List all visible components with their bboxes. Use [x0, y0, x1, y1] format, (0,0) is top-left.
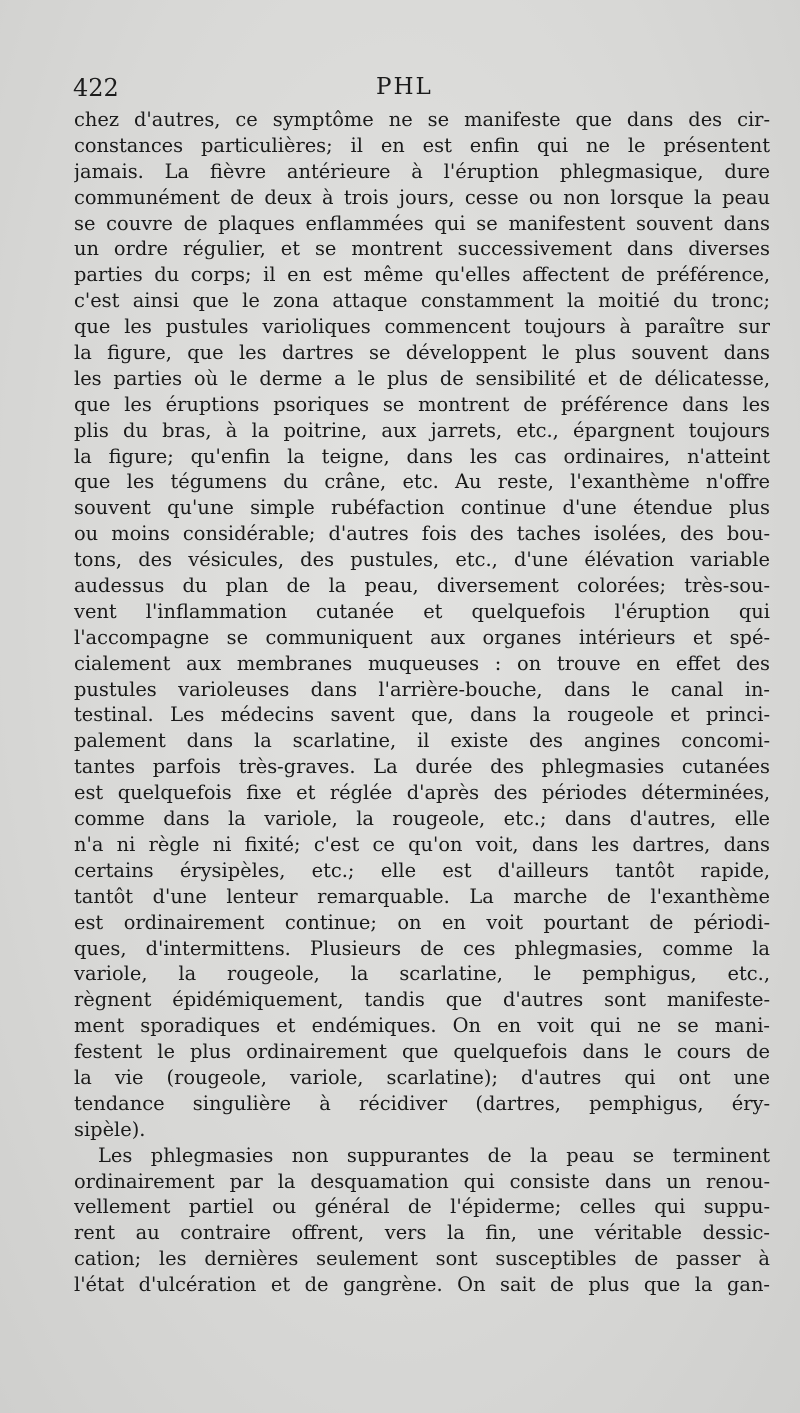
page-number: 422 — [73, 74, 119, 102]
text-line: festent le plus ordinairement que quelquefois dans le cours de — [74, 1040, 770, 1064]
text-line: testinal. Les médecins savent que, dans la rougeole et princi- — [74, 703, 770, 727]
text-line: chez d'autres, ce symptôme ne se manifeste que dans des cir- — [74, 108, 770, 131]
text-line: jamais. La fièvre antérieure à l'éruption phlegmasique, dure — [74, 159, 770, 183]
text-line: ordinairement par la desquamation qui consiste dans un renou- — [74, 1169, 770, 1193]
page-header — [73, 74, 773, 104]
text-line: certains érysipèles, etc.; elle est d'ailleurs tantôt rapide, — [74, 858, 770, 882]
text-line: ques, d'intermittens. Plusieurs de ces phlegmasies, comme la — [74, 936, 770, 960]
text-line: vent l'inflammation cutanée et quelquefois l'éruption qui — [74, 599, 770, 623]
body-text — [74, 107, 770, 1298]
text-line: l'état d'ulcération et de gangrène. On sait de plus que la gan- — [74, 1273, 770, 1297]
text-line: la vie (rougeole, variole, scarlatine); d'autres qui ont une — [74, 1065, 770, 1089]
text-line: cialement aux membranes muqueuses : on trouve en effet des — [74, 651, 770, 675]
text-line: est quelquefois fixe et réglée d'après des périodes déterminées, — [74, 781, 770, 805]
text-line: l'accompagne se communiquent aux organes intérieurs et spé- — [74, 625, 770, 649]
paragraph — [74, 1143, 770, 1298]
text-line: tantôt d'une lenteur remarquable. La marche de l'exanthème — [74, 884, 770, 908]
text-line: variole, la rougeole, la scarlatine, le pemphigus, etc., — [74, 962, 770, 986]
text-line: que les éruptions psoriques se montrent de préférence dans les — [74, 392, 770, 416]
text-line: souvent qu'une simple rubéfaction continue d'une étendue plus — [74, 496, 770, 520]
text-line: parties du corps; il en est même qu'elles affectent de préférence, — [74, 263, 770, 287]
text-line: que les pustules varioliques commencent toujours à paraître sur — [74, 315, 770, 339]
text-line: cation; les dernières seulement sont susceptibles de passer à — [74, 1247, 770, 1271]
text-line: plis du bras, à la poitrine, aux jarrets, etc., épargnent toujours — [74, 418, 770, 442]
text-line: tendance singulière à récidiver (dartres, pemphigus, éry- — [74, 1091, 770, 1115]
text-line: un ordre régulier, et se montrent successivement dans diverses — [74, 237, 770, 261]
text-line: ou moins considérable; d'autres fois des taches isolées, des bou- — [74, 522, 770, 546]
text-line: sipèle). — [74, 1117, 146, 1141]
text-line: ment sporadiques et endémiques. On en voit qui ne se mani- — [74, 1014, 770, 1038]
text-line: audessus du plan de la peau, diversement colorées; très-sou- — [74, 574, 770, 598]
text-line: tantes parfois très-graves. La durée des phlegmasies cutanées — [74, 755, 770, 779]
text-line: n'a ni règle ni fixité; c'est ce qu'on voit, dans les dartres, dans — [74, 832, 770, 856]
text-line: comme dans la variole, la rougeole, etc.; dans d'autres, elle — [74, 807, 770, 831]
text-line: se couvre de plaques enflammées qui se manifestent souvent dans — [74, 211, 770, 235]
text-line: est ordinairement continue; on en voit pourtant de périodi- — [74, 910, 770, 934]
text-line: les parties où le derme a le plus de sensibilité et de délicatesse, — [74, 366, 770, 390]
text-line: règnent épidémiquement, tandis que d'autres sont manifeste- — [74, 988, 770, 1012]
text-line: la figure; qu'enfin la teigne, dans les cas ordinaires, n'atteint — [74, 444, 770, 468]
text-line: communément de deux à trois jours, cesse ou non lorsque la peau — [74, 185, 770, 209]
text-line: rent au contraire offrent, vers la fin, une véritable dessic- — [74, 1221, 770, 1245]
text-line: la figure, que les dartres se développent le plus souvent dans — [74, 341, 770, 365]
text-line: palement dans la scarlatine, il existe des angines concomi- — [74, 729, 770, 753]
text-line: constances particulières; il en est enfin qui ne le présentent — [74, 133, 770, 157]
text-line: tons, des vésicules, des pustules, etc., d'une élévation variable — [74, 548, 770, 572]
text-line: Les phlegmasies non suppurantes de la peau se terminent — [98, 1143, 770, 1167]
text-line: vellement partiel ou général de l'épiderme; celles qui suppu- — [74, 1195, 770, 1219]
text-line: que les tégumens du crâne, etc. Au reste, l'exanthème n'offre — [74, 470, 770, 494]
text-line: c'est ainsi que le zona attaque constamment la moitié du tronc; — [74, 289, 770, 313]
running-head: PHL — [376, 74, 433, 100]
paragraph — [74, 107, 770, 1143]
text-line: pustules varioleuses dans l'arrière-bouche, dans le canal in- — [74, 677, 770, 701]
